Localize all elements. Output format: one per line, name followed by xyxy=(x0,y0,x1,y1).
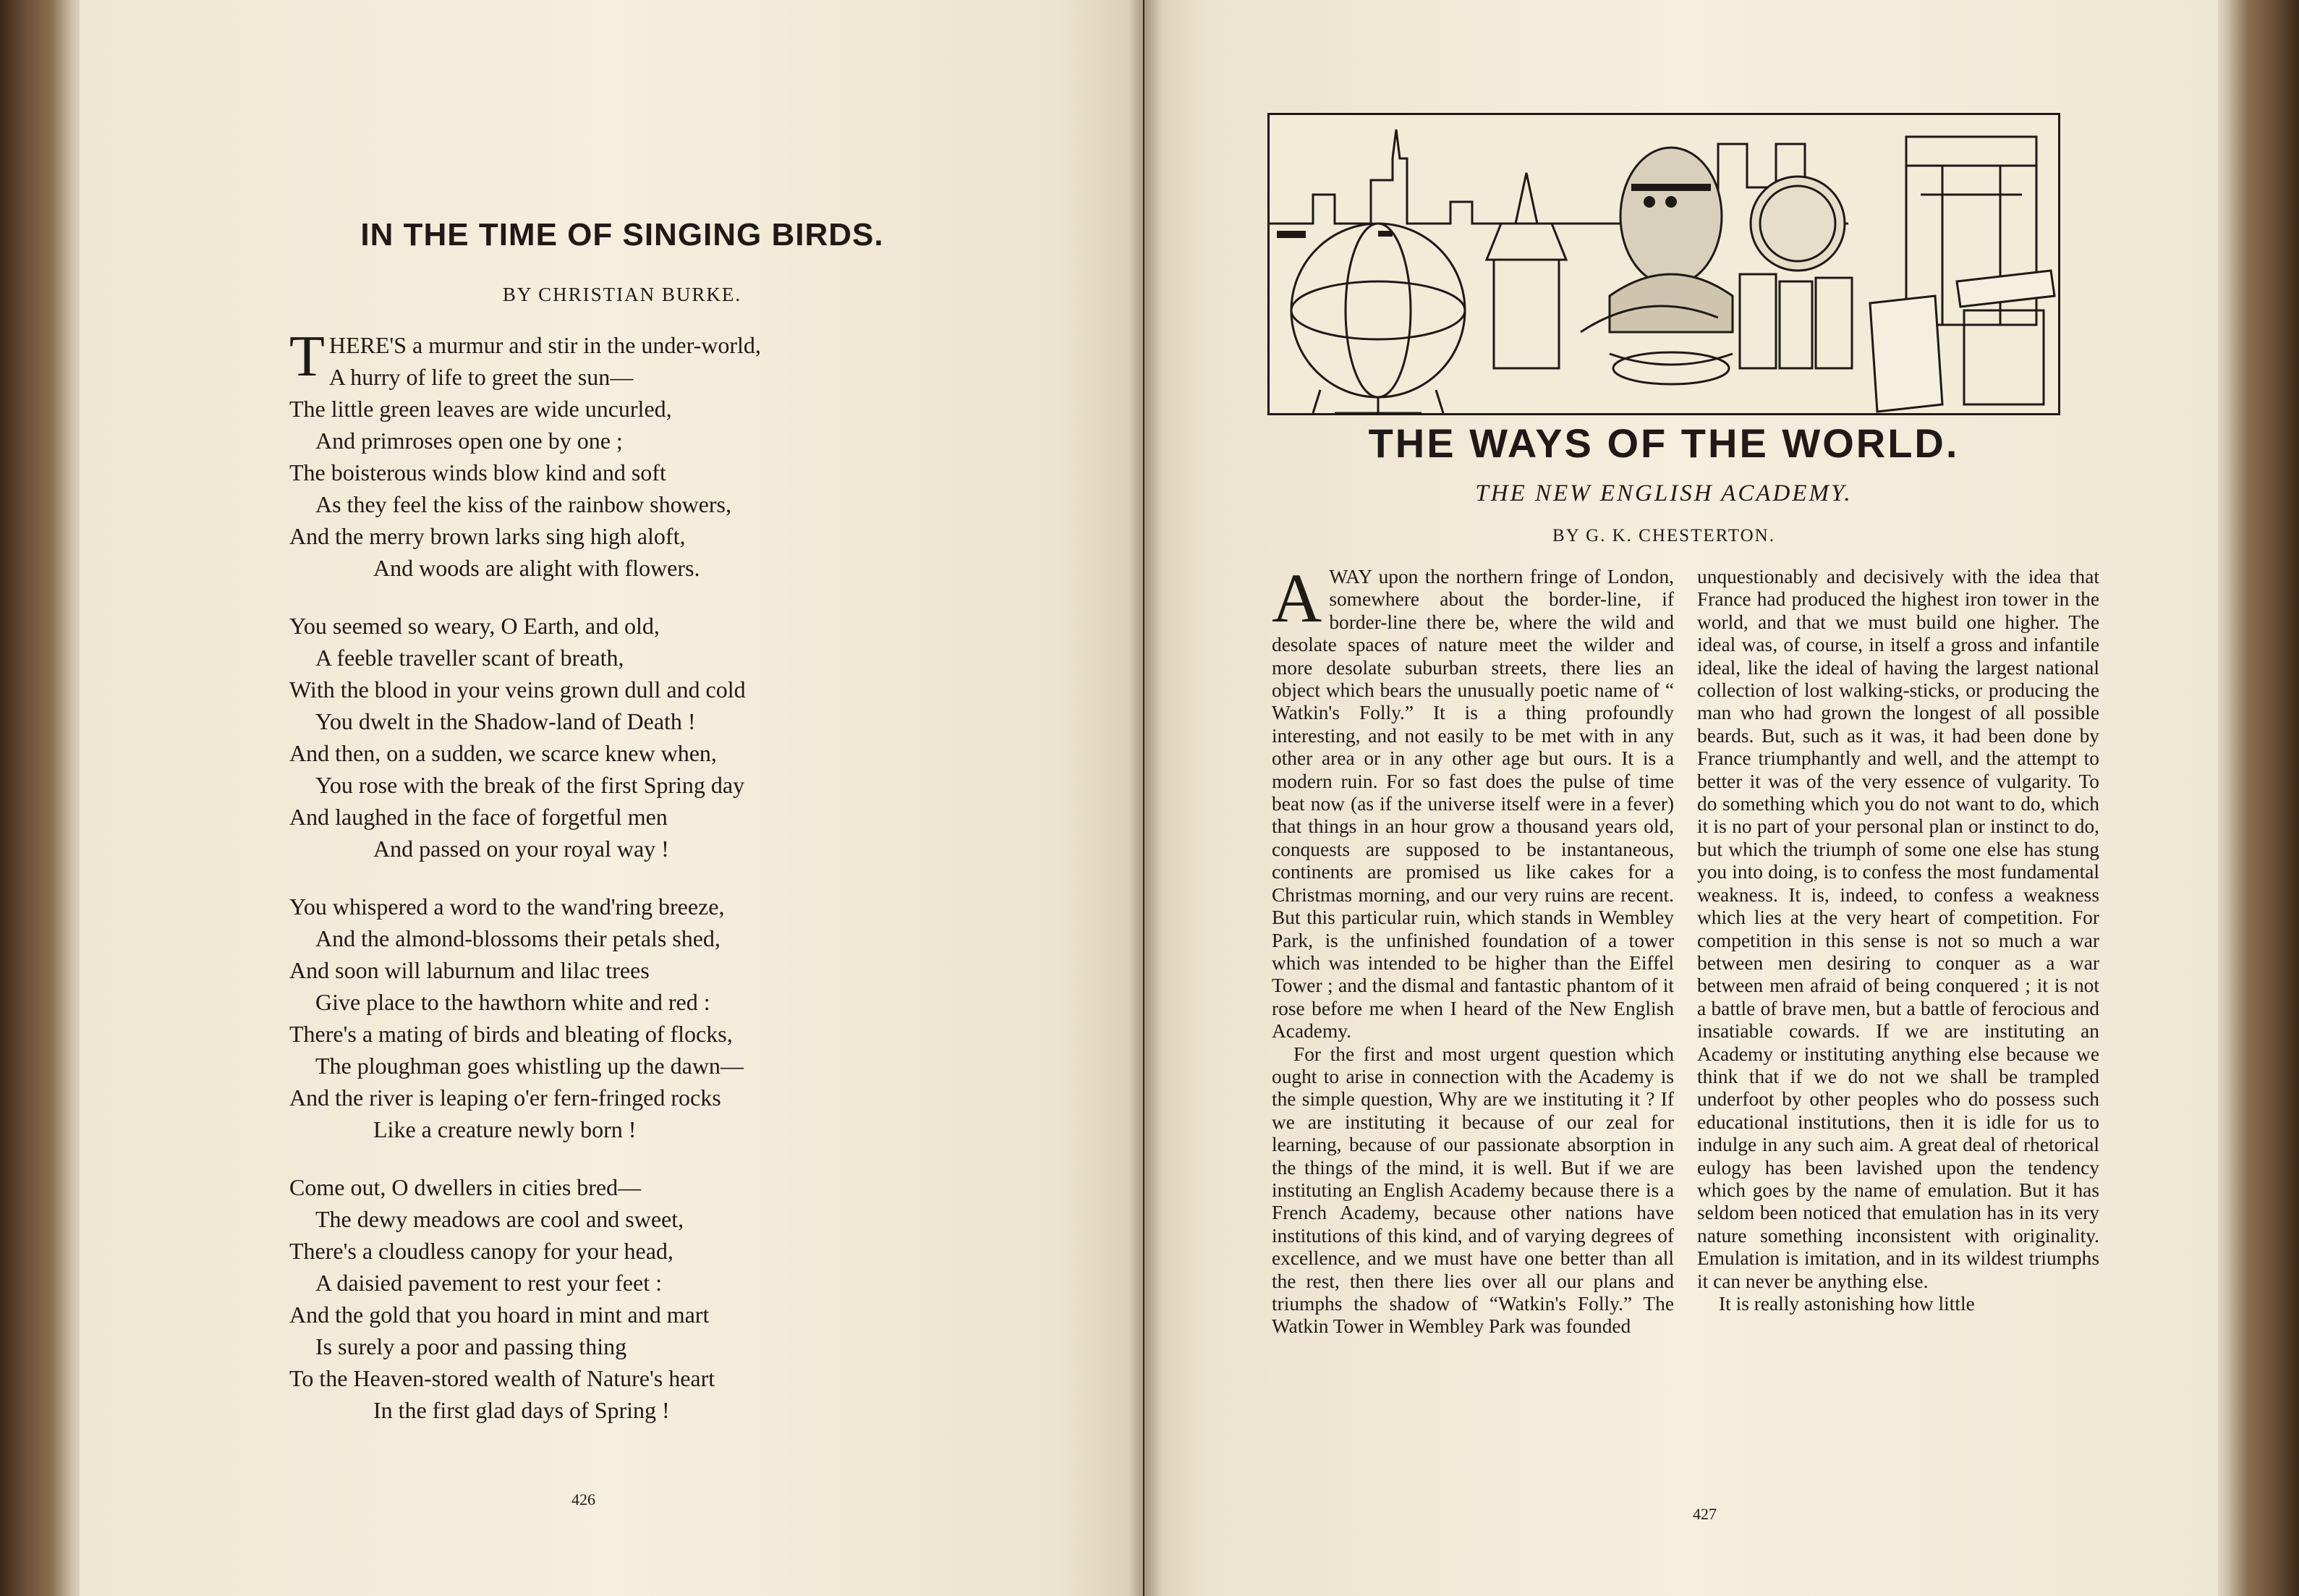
poem-drop-cap: T xyxy=(289,325,325,389)
poem-line: You seemed so weary, O Earth, and old, xyxy=(289,613,660,639)
poem-byline: BY CHRISTIAN BURKE. xyxy=(502,284,742,305)
poem-line: And the gold that you hoard in mint and mart xyxy=(289,1302,710,1328)
page-number-right: 427 xyxy=(1693,1505,1717,1523)
article-column-right xyxy=(1697,566,2099,1315)
book-gutter xyxy=(1129,0,1162,1596)
book-binding-left xyxy=(0,0,85,1596)
article-paragraph: It is really astonishing how little xyxy=(1719,1293,1975,1315)
article-paragraph xyxy=(1272,559,1674,1043)
poem-line: Come out, O dwellers in cities bred— xyxy=(289,1174,642,1200)
poem-line: And the river is leaping o'er fern-fringed rocks xyxy=(289,1084,721,1111)
stanza xyxy=(289,1171,1013,1426)
poem-line: And then, on a sudden, we scarce knew when, xyxy=(289,740,717,766)
poem-line: Like a creature newly born ! xyxy=(373,1116,637,1142)
header-illustration xyxy=(1267,113,2060,415)
poem-line: You whispered a word to the wand'ring breeze, xyxy=(289,893,725,920)
illustration-drawing xyxy=(1270,115,2058,413)
book-binding-right xyxy=(2214,0,2299,1596)
poem-line: The dewy meadows are cool and sweet, xyxy=(315,1206,684,1232)
poem-line: HERE'S a murmur and stir in the under-world, xyxy=(328,332,761,358)
stanza xyxy=(289,891,1013,1145)
poem-line: With the blood in your veins grown dull and cold xyxy=(289,676,746,703)
poem-line: Is surely a poor and passing thing xyxy=(315,1333,627,1359)
paragraph-text: WAY upon the northern fringe of London, somewhere about the border-line, if border-line there be, where the wild and desolate spaces of nature meet the wilder and more desolate suburban streets, there lies an object which bears the unusually poetic name of “ Watkin's Folly.” It is a thing profoundly interesting, and not easily to be met with in any other area or in any other age but ours. It is a modern ruin. For so fast does the pulse of time beat now (as if the universe itself were in a fever) that things in an hour grow a thousand years old, conquests are supposed to be instantaneous, continents are promised us like cakes for a Christmas morning, and our very ruins are recent. But this particular ruin, which stands in Wembley Park, is the unfinished foundation of a tower which was intended to be higher than the Eiffel Tower ; and the dismal and fantastic phantom of it rose before me when I heard of the New English Academy. xyxy=(1272,566,1674,1043)
article-paragraph: For the first and most urgent question which ought to arise in connection with the Academy is the simple question, Why are we instituting it ? If we are instituting it because of our zeal for learning, because of our passionate absorption in the things of the mind, it is well. But if we are instituting an English Academy because there is a French Academy, because other nations have institutions of this kind, and of varying degrees of excellence, and we must have one better than all the rest, then there lies over all our plans and triumphs the shadow of “Watkin's Folly.” The Watkin Tower in Wembley Park was founded xyxy=(1272,1043,1674,1338)
poem-body xyxy=(289,325,1013,1452)
stanza xyxy=(289,610,1013,865)
poem-line: And passed on your royal way ! xyxy=(373,836,669,862)
poem-line: To the Heaven-stored wealth of Nature's heart xyxy=(289,1365,715,1391)
poem-line: And the merry brown larks sing high aloft, xyxy=(289,523,686,549)
poem-line: And soon will laburnum and lilac trees xyxy=(289,957,650,983)
article-title: THE WAYS OF THE WORLD. xyxy=(1368,420,1960,466)
article-subtitle: THE NEW ENGLISH ACADEMY. xyxy=(1475,480,1853,506)
article-paragraph: unquestionably and decisively with the idea that France had produced the highest iron tower in the world, and that we must build one higher. The ideal was, of course, in itself a gross and infantile ideal, like the ideal of having the largest national collection of lost walking-sticks, or producing the man who had grown the longest of all possible beards. But, such as it was, it had been done by France triumphantly and well, and the attempt to better it was of the very essence of vulgarity. To do something which you do not want to do, which it is no part of your personal plan or instinct to do, but which the triumph of some one else has stung you into doing, is to confess the most fundamental weakness. It is, indeed, to confess a weakness which lies at the very heart of competition. For competition in this sense is not so much a war between men desiring to conquer as a war between men afraid of being conquered ; it is not a battle of brave men, but a battle of ferocious and insatiable cowards. If we are instituting an Academy or instituting anything else because we think that if we do not we shall be trampled underfoot by other peoples who do possess such educational institutions, then it is idle for us to indulge in any such aim. A great deal of rhetorical eulogy has been lavished upon the tendency which goes by the name of emulation. But it has seldom been noticed that emulation has in its very nature something inconsistent with originality. Emulation is imitation, and in its wildest triumphs it can never be anything else. xyxy=(1697,566,2099,1292)
poem-line: And primroses open one by one ; xyxy=(315,428,623,454)
poem-line: And the almond-blossoms their petals shed, xyxy=(315,925,721,951)
poem-line: The ploughman goes whistling up the dawn— xyxy=(315,1053,744,1079)
poem-line: The little green leaves are wide uncurled, xyxy=(289,396,672,422)
poem-line: There's a cloudless canopy for your head, xyxy=(289,1238,673,1264)
poem-line: In the first glad days of Spring ! xyxy=(373,1397,670,1423)
poem-line: The boisterous winds blow kind and soft xyxy=(289,459,666,485)
stanza xyxy=(289,325,1013,584)
poem-line: As they feel the kiss of the rainbow showers, xyxy=(315,491,731,517)
poem-line: And woods are alight with flowers. xyxy=(373,555,700,581)
article-drop-cap: A xyxy=(1272,559,1322,637)
poem-line: There's a mating of birds and bleating of flocks, xyxy=(289,1021,733,1047)
poem-title: IN THE TIME OF SINGING BIRDS. xyxy=(360,217,884,252)
article-byline: BY G. K. CHESTERTON. xyxy=(1552,526,1775,546)
poem-line: You dwelt in the Shadow-land of Death ! xyxy=(315,708,696,734)
poem-line: A daisied pavement to rest your feet : xyxy=(315,1270,662,1296)
poem-line: And laughed in the face of forgetful men xyxy=(289,804,668,830)
poem-line: A feeble traveller scant of breath, xyxy=(315,645,624,671)
poem-line: You rose with the break of the first Spring day xyxy=(315,772,745,798)
article-column-left xyxy=(1272,559,1674,1338)
page-number-left: 426 xyxy=(571,1490,595,1508)
poem-line: Give place to the hawthorn white and red : xyxy=(315,989,710,1015)
poem-line: A hurry of life to greet the sun— xyxy=(328,364,634,390)
